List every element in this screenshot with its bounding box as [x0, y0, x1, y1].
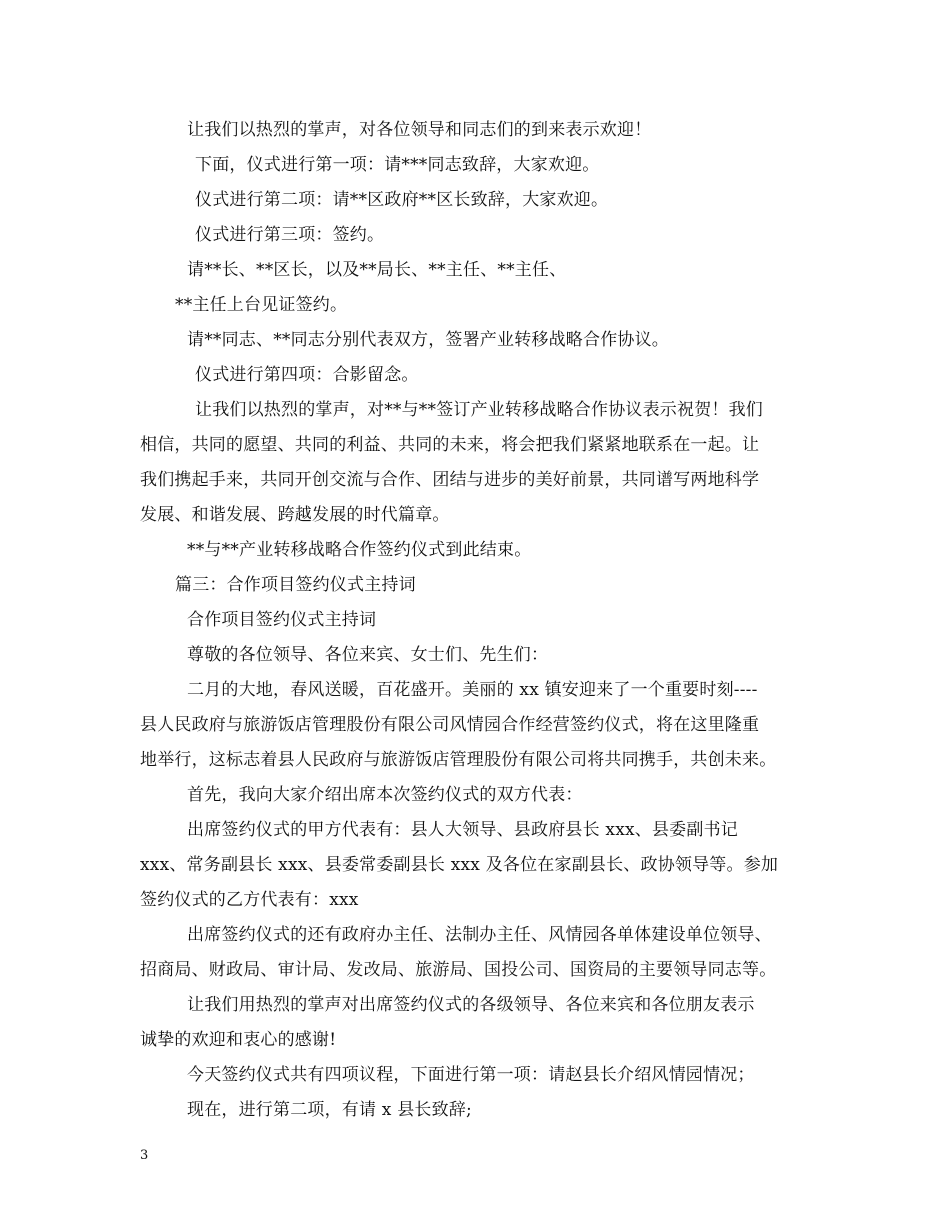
text-line-27: 诚挚的欢迎和衷心的感谢!: [140, 1030, 337, 1050]
text-line-18: 县人民政府与旅游饭店管理股份有限公司风情园合作经营签约仪式，将在这里隆重: [140, 715, 760, 735]
text-line-22: xxx、常务副县长 xxx、县委常委副县长 xxx 及各位在家副县长、政协领导等。参加: [140, 855, 779, 875]
text-line-11: 我们携起手来，共同开创交流与合作、团结与进步的美好前景，共同谱写两地科学: [140, 470, 760, 490]
text-line-4: 仪式进行第三项：签约。: [195, 225, 385, 245]
text-line-6: **主任上台见证签约。: [175, 295, 348, 315]
text-line-10: 相信，共同的愿望、共同的利益、共同的未来，将会把我们紧紧地联系在一起。让: [140, 435, 760, 455]
text-line-26: 让我们用热烈的掌声对出席签约仪式的各级领导、各位来宾和各位朋友表示: [187, 995, 755, 1015]
text-line-12: 发展、和谐发展、跨越发展的时代篇章。: [140, 505, 450, 525]
text-line-3: 仪式进行第二项：请**区政府**区长致辞，大家欢迎。: [195, 190, 609, 210]
section-heading: 篇三：合作项目签约仪式主持词: [175, 575, 416, 595]
text-line-25: 招商局、财政局、审计局、发改局、旅游局、国投公司、国资局的主要领导同志等。: [140, 960, 777, 980]
text-line-15: 合作项目签约仪式主持词: [187, 610, 377, 630]
text-line-24: 出席签约仪式的还有政府办主任、法制办主任、风情园各单体建设单位领导、: [187, 925, 772, 945]
text-line-7: 请**同志、**同志分别代表双方，签署产业转移战略合作协议。: [187, 330, 669, 350]
text-line-29: 现在，进行第二项，有请 x 县长致辞;: [187, 1100, 472, 1120]
text-line-28: 今天签约仪式共有四项议程，下面进行第一项：请赵县长介绍风情园情况；: [187, 1065, 755, 1085]
text-line-13: **与**产业转移战略合作签约仪式到此结束。: [187, 540, 532, 560]
text-line-21: 出席签约仪式的甲方代表有：县人大领导、县政府县长 xxx、县委副书记: [187, 820, 738, 840]
text-line-23: 签约仪式的乙方代表有：xxx: [140, 890, 359, 910]
text-line-16: 尊敬的各位领导、各位来宾、女士们、先生们：: [187, 645, 549, 665]
text-line-20: 首先，我向大家介绍出席本次签约仪式的双方代表：: [187, 785, 583, 805]
text-line-19: 地举行，这标志着县人民政府与旅游饭店管理股份有限公司将共同携手，共创未来。: [140, 750, 777, 770]
text-line-8: 仪式进行第四项：合影留念。: [195, 365, 419, 385]
text-line-9: 让我们以热烈的掌声，对**与**签订产业转移战略合作协议表示祝贺！我们: [195, 400, 763, 420]
text-line-1: 让我们以热烈的掌声，对各位领导和同志们的到来表示欢迎！: [187, 120, 652, 140]
page-number: 3: [140, 1148, 149, 1163]
text-line-2: 下面，仪式进行第一项：请***同志致辞，大家欢迎。: [195, 155, 600, 175]
text-line-17: 二月的大地，春风送暖，百花盛开。美丽的 xx 镇安迎来了一个重要时刻----: [187, 680, 758, 700]
text-line-5: 请**长、**区长，以及**局长、**主任、**主任、: [187, 260, 567, 280]
